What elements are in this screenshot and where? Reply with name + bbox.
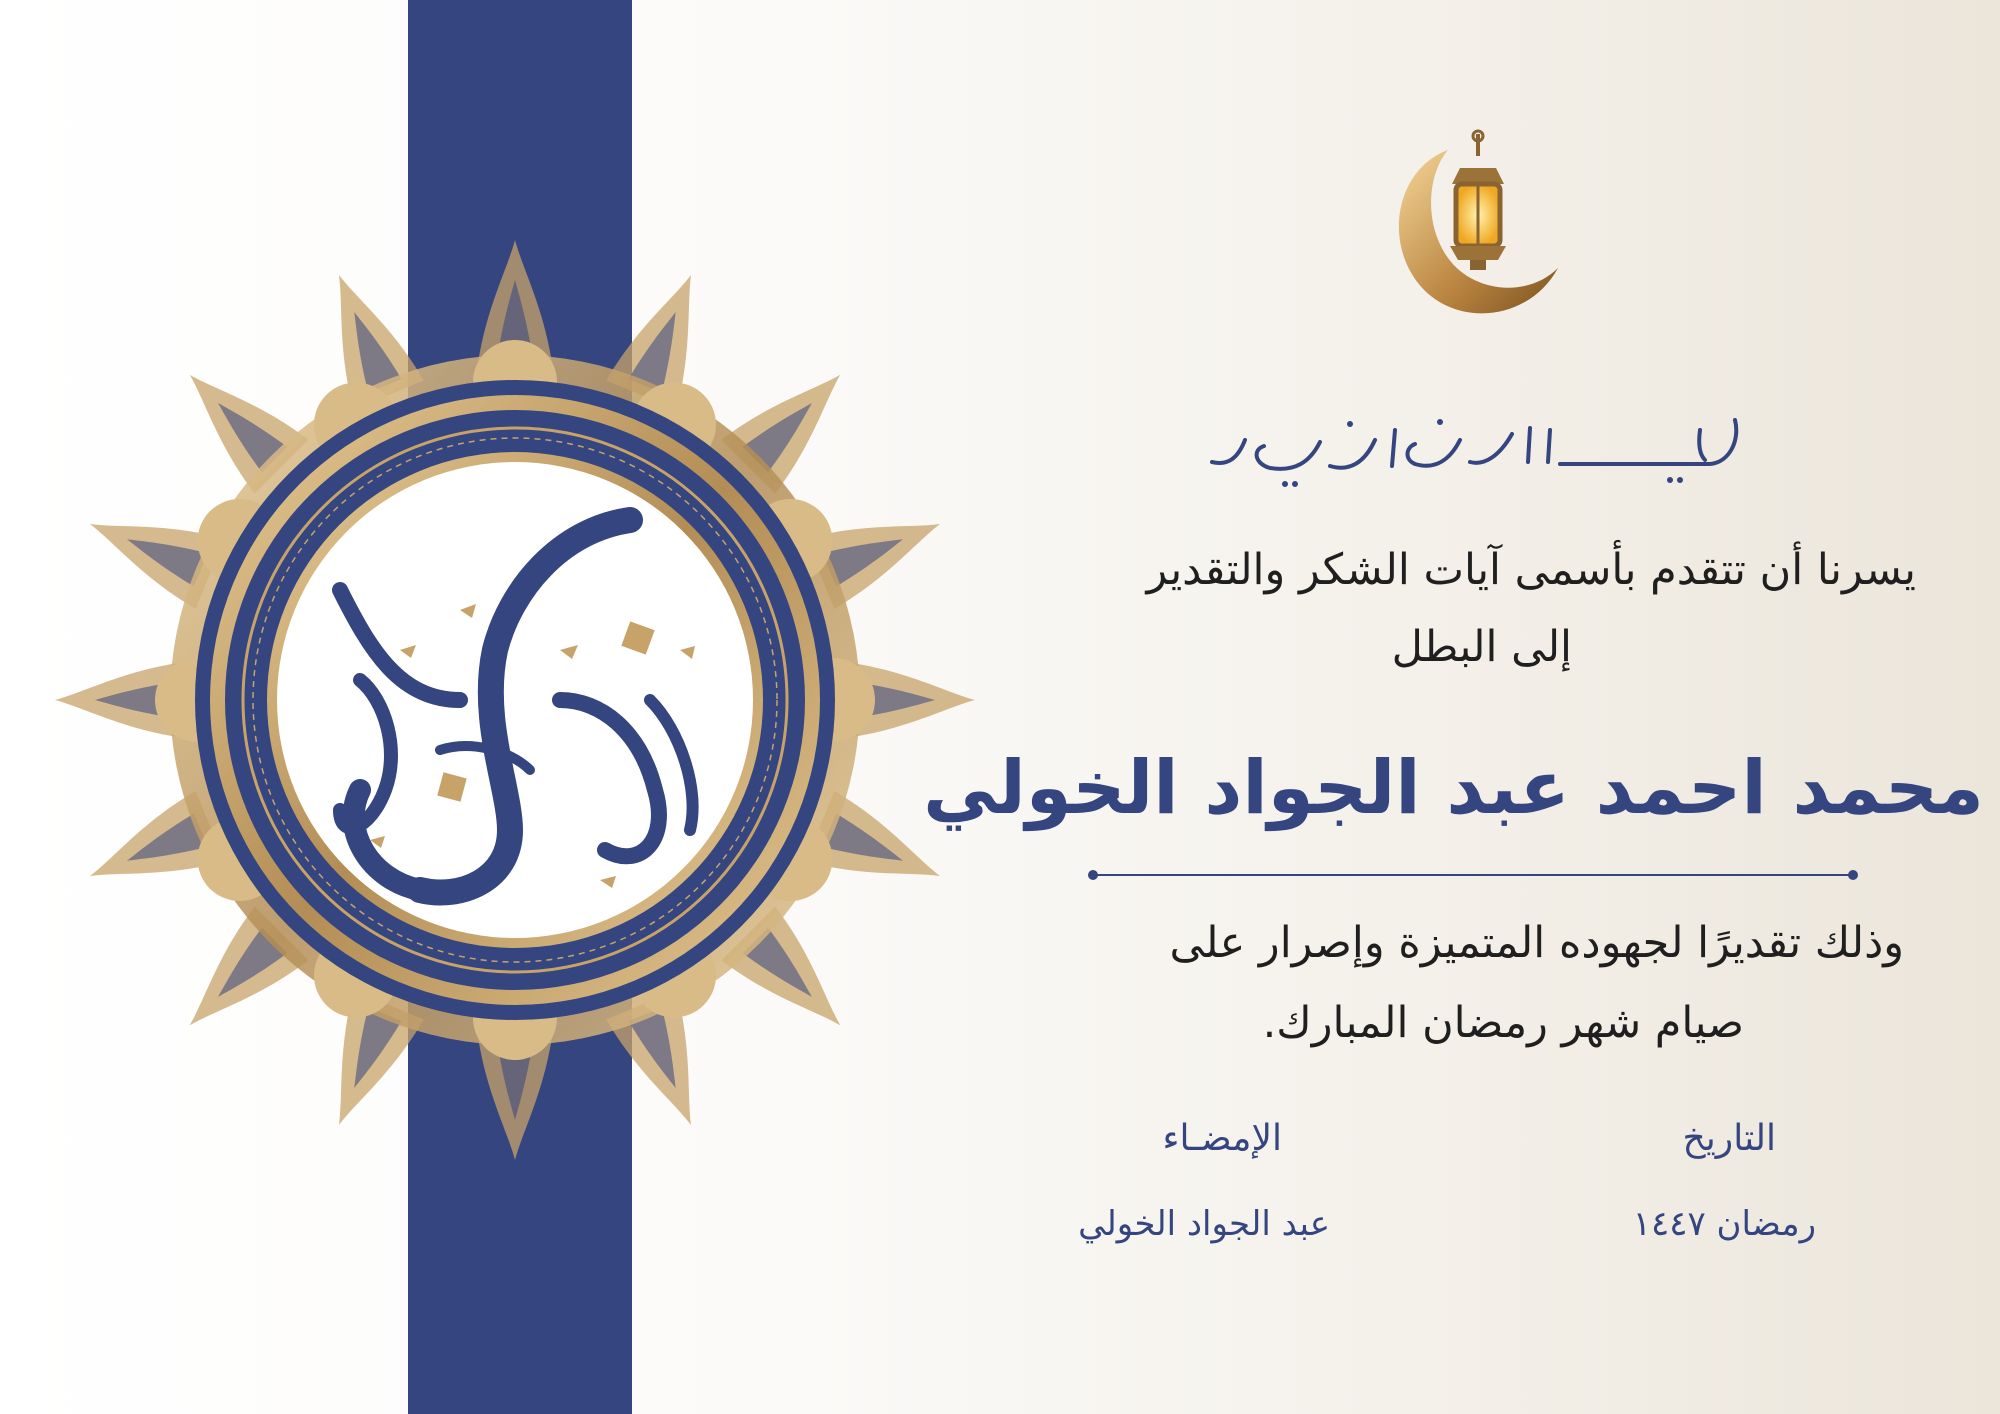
signature-value: عبد الجواد الخولي (1078, 1204, 1330, 1244)
ramadan-kareem-medallion (40, 230, 990, 1180)
recipient-name: محمد احمد عبد الجواد الخولي (923, 745, 1984, 831)
intro-line-1: يسرنا أن تتقدم بأسمى آيات الشكر والتقدير (1146, 545, 1916, 595)
date-label: التاريخ (1682, 1118, 1776, 1159)
basmala-calligraphy (1200, 400, 1745, 500)
name-divider (1088, 870, 1858, 880)
intro-line-2: إلى البطل (1391, 622, 1572, 672)
body-line-1: وذلك تقديرًا لجهوده المتميزة وإصرار على (1169, 918, 1904, 968)
body-line-2: صيام شهر رمضان المبارك. (1262, 998, 1744, 1048)
divider-dot-left (1088, 870, 1098, 880)
date-value: رمضان ١٤٤٧ (1632, 1204, 1816, 1244)
divider-line (1094, 874, 1852, 876)
signature-label: الإمضـاء (1162, 1118, 1282, 1159)
crescent-lantern-icon (1378, 128, 1564, 328)
divider-dot-right (1848, 870, 1858, 880)
